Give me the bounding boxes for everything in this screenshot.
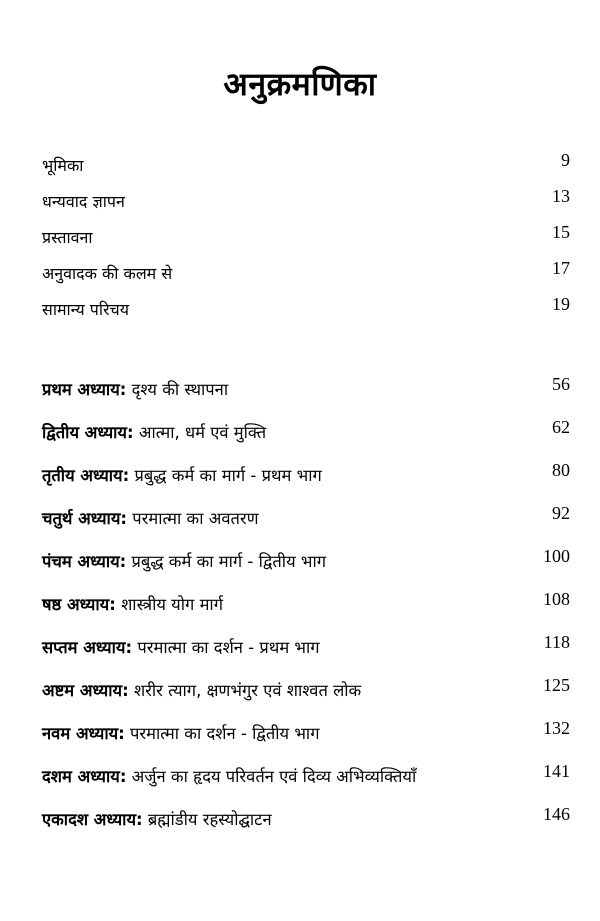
toc-page-number: 13: [552, 186, 570, 206]
chapter-title: परमात्मा का अवतरण: [132, 509, 259, 528]
chapter-prefix: द्वितीय अध्याय:: [42, 423, 134, 442]
toc-page-number: 56: [552, 374, 570, 394]
toc-entry-label: अनुवादक की कलम से: [42, 264, 173, 283]
toc-entry-chapter-10[interactable]: [42, 761, 570, 791]
chapter-prefix: एकादश अध्याय:: [42, 810, 143, 829]
toc-page-number: 146: [543, 804, 570, 824]
toc-page-number: 141: [543, 761, 570, 781]
toc-entry-front-1[interactable]: [42, 150, 570, 180]
chapter-prefix: अष्टम अध्याय:: [42, 681, 129, 700]
toc-entry-front-2[interactable]: [42, 186, 570, 216]
toc-entry-label: सामान्य परिचय: [42, 300, 129, 319]
chapter-title: शरीर त्याग, क्षणभंगुर एवं शाश्वत लोक: [133, 681, 362, 700]
toc-page-number: 15: [552, 222, 570, 242]
toc-page-number: 92: [552, 503, 570, 523]
toc-entry-front-3[interactable]: [42, 222, 570, 252]
chapter-title: परमात्मा का दर्शन - प्रथम भाग: [137, 638, 320, 657]
chapter-prefix: दशम अध्याय:: [42, 767, 127, 786]
toc-entry-chapter-6[interactable]: [42, 589, 570, 619]
chapter-prefix: षष्ठ अध्याय:: [42, 595, 116, 614]
chapter-prefix: चतुर्थ अध्याय:: [42, 509, 127, 528]
chapter-prefix: प्रथम अध्याय:: [42, 380, 127, 399]
toc-entry-label: धन्यवाद ज्ञापन: [42, 192, 125, 211]
toc-entry-label: प्रस्तावना: [42, 228, 93, 247]
toc-entry-chapter-5[interactable]: [42, 546, 570, 576]
toc-page-number: 17: [552, 258, 570, 278]
toc-entry-chapter-4[interactable]: [42, 503, 570, 533]
chapter-title: प्रबुद्ध कर्म का मार्ग - द्वितीय भाग: [131, 552, 327, 571]
chapter-title: शास्त्रीय योग मार्ग: [121, 595, 223, 614]
chapter-prefix: तृतीय अध्याय:: [42, 466, 130, 485]
toc-entry-chapter-3[interactable]: [42, 460, 570, 490]
chapter-title: आत्मा, धर्म एवं मुक्ति: [138, 423, 267, 442]
toc-entry-chapter-8[interactable]: [42, 675, 570, 705]
toc-page-number: 132: [543, 718, 570, 738]
chapter-title: ब्रह्मांडीय रहस्योद्घाटन: [147, 810, 272, 829]
chapter-prefix: सप्तम अध्याय:: [42, 638, 133, 657]
toc-page-number: 108: [543, 589, 570, 609]
chapter-prefix: नवम अध्याय:: [42, 724, 125, 743]
toc-entry-chapter-2[interactable]: [42, 417, 570, 447]
toc-entry-chapter-1[interactable]: [42, 374, 570, 404]
toc-entry-chapter-7[interactable]: [42, 632, 570, 662]
toc-entry-chapter-9[interactable]: [42, 718, 570, 748]
toc-entry-front-4[interactable]: [42, 258, 570, 288]
toc-entry-front-5[interactable]: [42, 294, 570, 324]
toc-page-number: 125: [543, 675, 570, 695]
toc-entry-chapter-11[interactable]: [42, 804, 570, 834]
chapter-title: दृश्य की स्थापना: [131, 380, 229, 399]
chapter-prefix: पंचम अध्याय:: [42, 552, 127, 571]
toc-page-number: 100: [543, 546, 570, 566]
chapter-title: अर्जुन का हृदय परिवर्तन एवं दिव्य अभिव्यक्तियाँ: [131, 767, 417, 786]
toc-entry-label: भूमिका: [42, 156, 84, 175]
chapter-title: प्रबुद्ध कर्म का मार्ग - प्रथम भाग: [134, 466, 322, 485]
page-title: अनुक्रमणिका: [223, 65, 377, 103]
toc-page-number: 9: [561, 150, 570, 170]
chapter-title: परमात्मा का दर्शन - द्वितीय भाग: [130, 724, 320, 743]
toc-page-number: 19: [552, 294, 570, 314]
toc-page-number: 80: [552, 460, 570, 480]
toc-page-number: 62: [552, 417, 570, 437]
toc-page-number: 118: [543, 632, 570, 652]
